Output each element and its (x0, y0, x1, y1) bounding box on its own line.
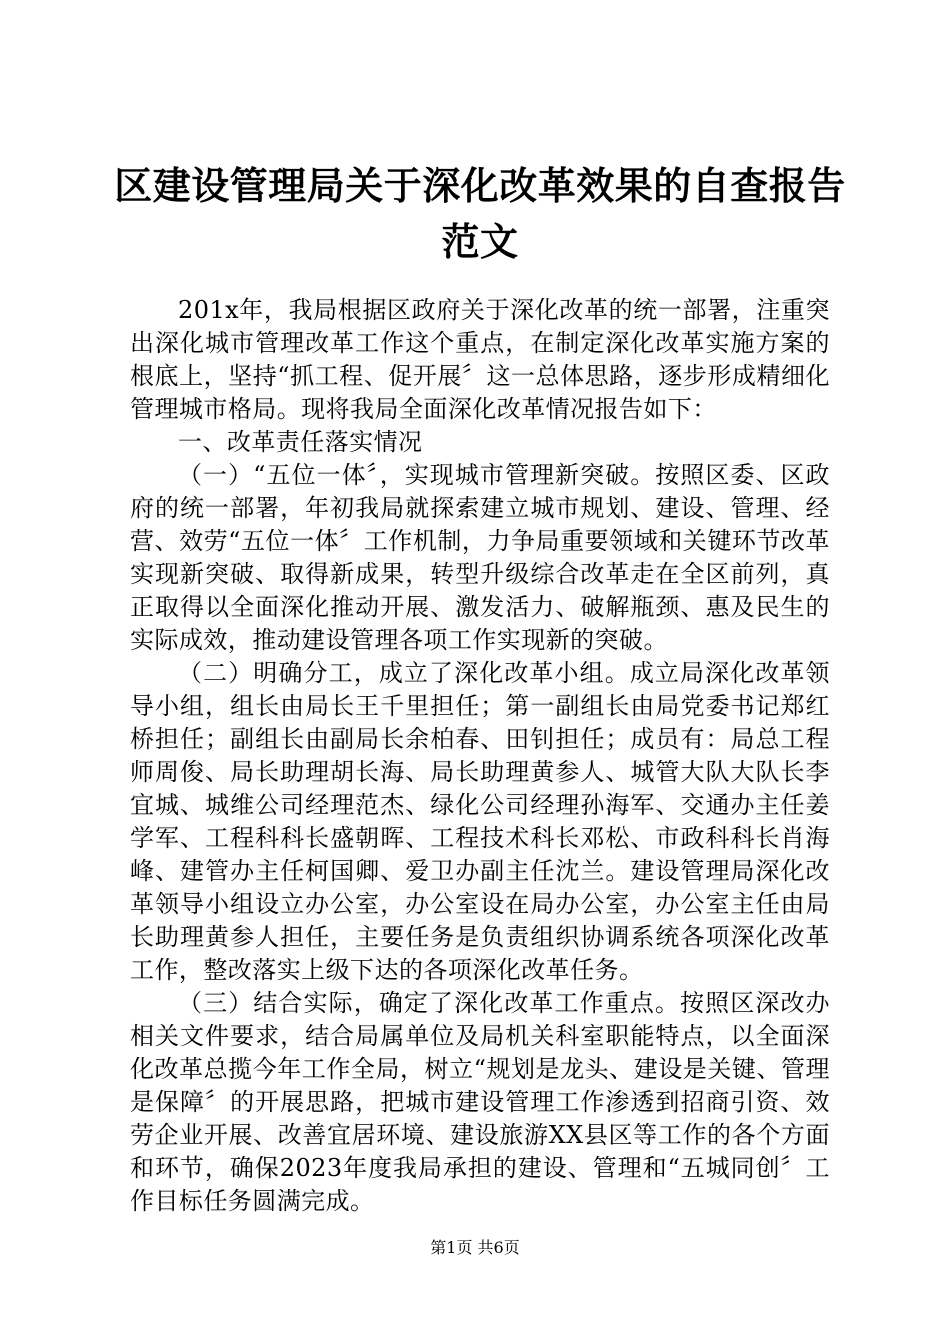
page-footer: 第1页 共6页 (430, 1238, 520, 1257)
body-paragraph: （二）明确分工，成立了深化改革小组。成立局深化改革领导小组，组长由局长王千里担任；第一副组长由局党委书记郑红桥担任；副组长由副局长余柏春、田钊担任；成员有：局总工程师周俊、局长助理胡长海、局长助理黄参人、城管大队大队长李宜城、城维公司经理范杰、绿化公司经理孙海军、交通办主任姜学军、工程科科长盛朝晖、工程技术科长邓松、市政科科长肖海峰、建管办主任柯国卿、爱卫办副主任沈兰。建设管理局深化改革领导小组设立办公室，办公室设在局办公室，办公室主任由局长助理黄参人担任，主要任务是负责组织协调系统各项深化改革工作，整改落实上级下达的各项深化改革任务。 (130, 659, 830, 984)
body-paragraph: （一）“五位一体〞，实现城市管理新突破。按照区委、区政府的统一部署，年初我局就探索建立城市规划、建设、管理、经营、效劳“五位一体〞工作机制，力争局重要领域和关键环节改革实现新突破、取得新成果，转型升级综合改革走在全区前列，真正取得以全面深化推动开展、激发活力、破解瓶颈、惠及民生的实际成效，推动建设管理各项工作实现新的突破。 (130, 461, 830, 654)
document-title: 区建设管理局关于深化改革效果的自查报告范文 (114, 163, 846, 264)
body-paragraph: （三）结合实际，确定了深化改革工作重点。按照区深改办相关文件要求，结合局属单位及局机关科室职能特点，以全面深化改革总揽今年工作全局，树立“规划是龙头、建设是关键、管理是保障〞的开展思路，把城市建设管理工作渗透到招商引资、效劳企业开展、改善宜居环境、建设旅游XX县区等工作的各个方面和环节，确保2023年度我局承担的建设、管理和“五城同创〞工作目标任务圆满完成。 (130, 989, 830, 1215)
section-heading: 一、改革责任落实情况 (178, 428, 423, 456)
intro-paragraph: 201x年，我局根据区政府关于深化改革的统一部署，注重突出深化城市管理改革工作这个重点，在制定深化改革实施方案的根底上，坚持“抓工程、促开展〞这一总体思路，逐步形成精细化管理城市格局。现将我局全面深化改革情况报告如下： (130, 296, 830, 423)
document-body (130, 294, 830, 1218)
